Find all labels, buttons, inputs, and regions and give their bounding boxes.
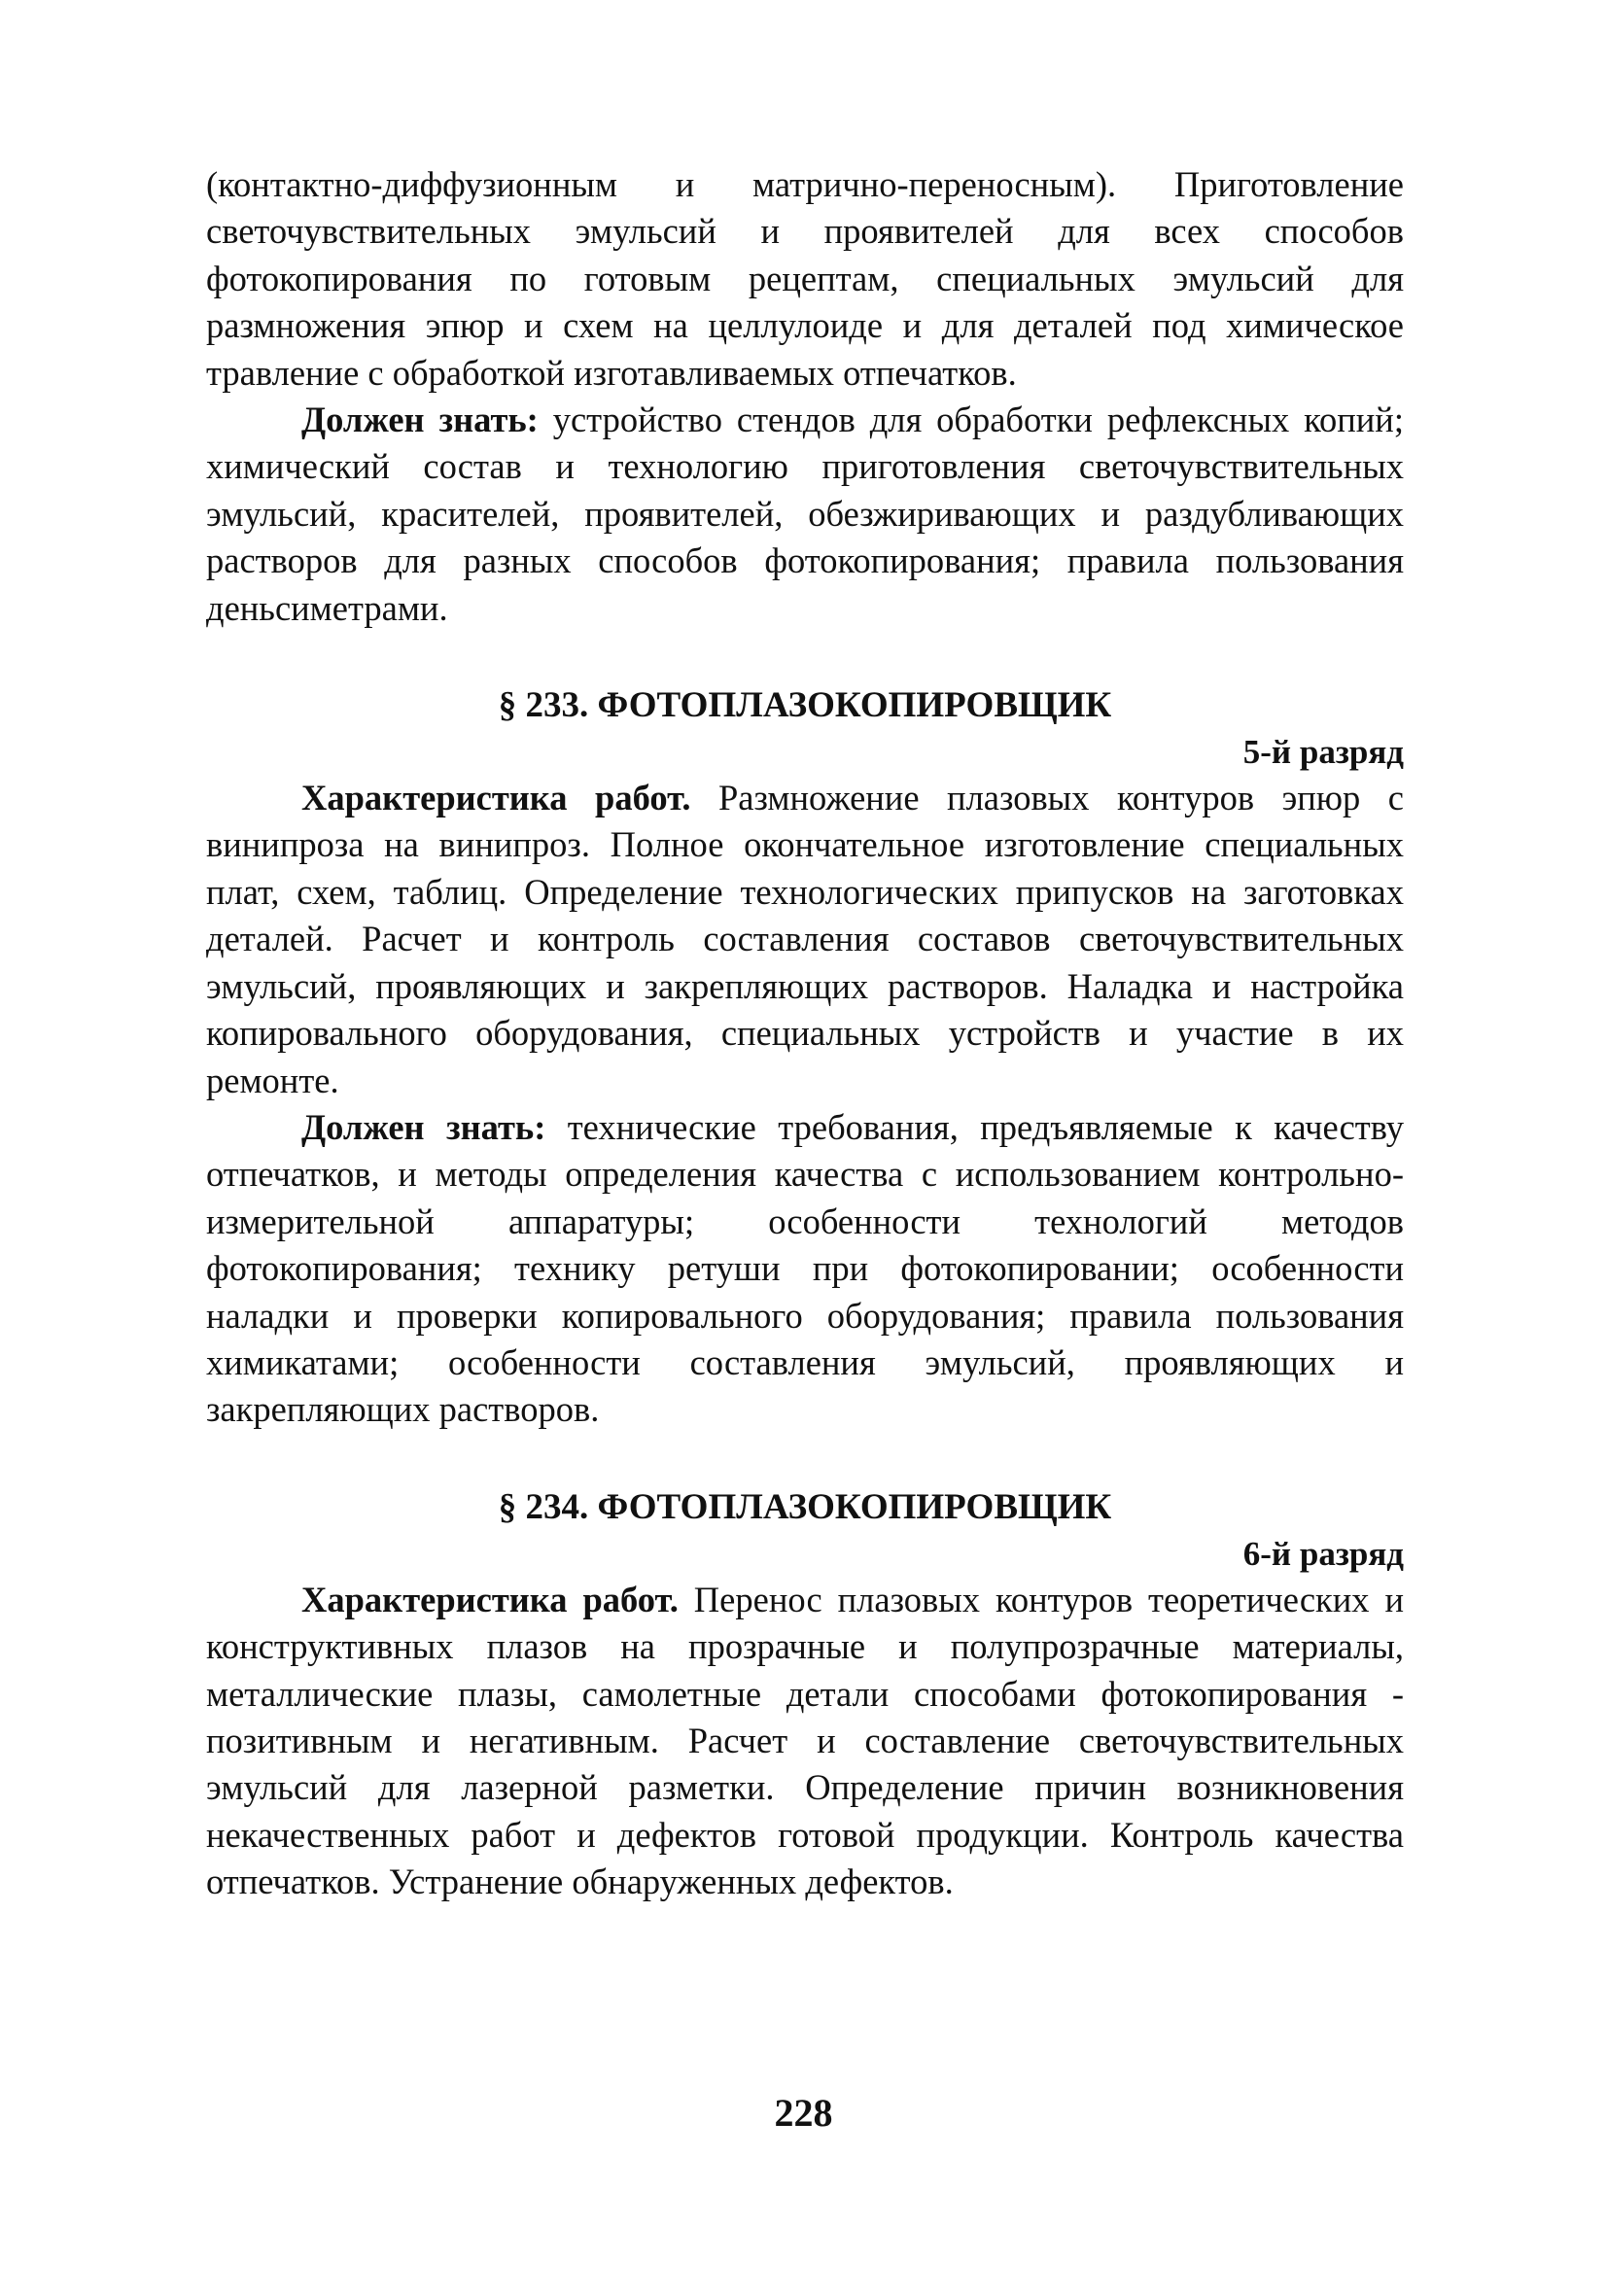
paragraph-text: Размножение плазовых контуров эпюр с винипроза на винипроз. Полное окончательное изготовление специальных плат, схем, таблиц. Определение технологических припусков на заготовках деталей. Расчет и контроль составления составов светочувствительных эмульсий, проявляющих и закрепляющих растворов. Наладка и настройка копировального оборудования, специальных устройств и участие в их ремонте. — [206, 778, 1405, 1100]
paragraph-must-know — [206, 1104, 1404, 1434]
paragraph-text: Перенос плазовых контуров теоретических и конструктивных плазов на прозрачные и полупрозрачные материалы, металлические плазы, самолетные детали способами фотокопирования - позитивным и негативным. Расчет и составление светочувствительных эмульсий для лазерной разметки. Определение причин возникновения некачественных работ и дефектов готовой продукции. Контроль качества отпечатков. Устранение обнаруженных дефектов. — [206, 1579, 1405, 1902]
paragraph-lead: Характеристика работ. — [301, 1579, 679, 1619]
paragraph-lead: Характеристика работ. — [301, 778, 691, 818]
grade-label: 6-й разряд — [1242, 1534, 1404, 1573]
grade-label: 5-й разряд — [1242, 733, 1404, 772]
section-heading: § 233. ФОТОПЛАЗОКОПИРОВЩИК — [498, 685, 1112, 726]
section-heading: § 234. ФОТОПЛАЗОКОПИРОВЩИК — [498, 1486, 1112, 1527]
paragraph-continuation — [206, 161, 1404, 397]
paragraph-work-characteristics — [206, 775, 1404, 1104]
page-content — [206, 161, 1404, 1906]
paragraph-work-characteristics — [206, 1577, 1404, 1906]
paragraph-lead: Должен знать: — [301, 400, 539, 440]
paragraph-must-know — [206, 397, 1404, 632]
paragraph-text: устройство стендов для обработки рефлексных копий; химический состав и технологию приготовления светочувствительных эмульсий, красителей, проявителей, обезжиривающих и раздубливающих растворов для разных способов фотокопирования; правила пользования деньсиметрами. — [206, 400, 1404, 628]
paragraph-text: технические требования, предъявляемые к качеству отпечатков, и методы определения качества с использованием контрольно-измерительной аппаратуры; особенности технологий методов фотокопирования; технику ретуши при фотокопировании; особенности наладки и проверки копировального оборудования; правила пользования химикатами; особенности составления эмульсий, проявляющих и закрепляющих растворов. — [206, 1106, 1404, 1430]
paragraph-lead: Должен знать: — [301, 1106, 546, 1147]
page-number: 228 — [774, 2091, 833, 2135]
paragraph-text: (контактно-диффузионным и матрично-переносным). Приготовление светочувствительных эмульсий и проявителей для всех способов фотокопирования по готовым рецептам, специальных эмульсий для размножения эпюр и схем на целлулоиде и для деталей под химическое травление с обработкой изготавливаемых отпечатков. — [206, 164, 1404, 393]
